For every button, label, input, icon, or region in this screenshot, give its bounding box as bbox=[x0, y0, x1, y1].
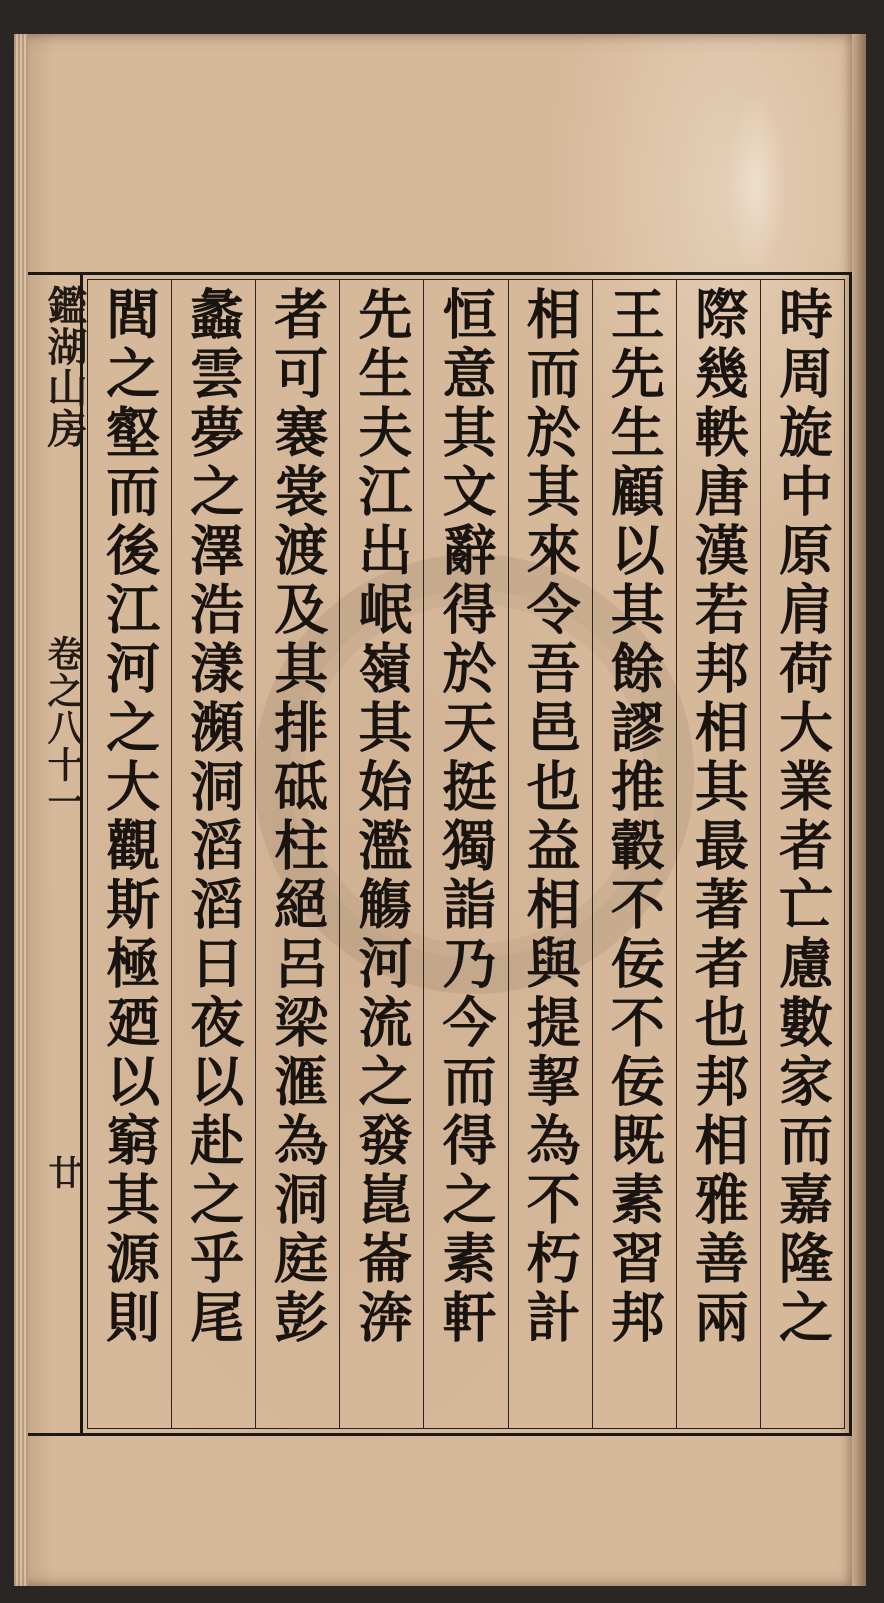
margin-title: 鑑湖山房 bbox=[41, 285, 88, 449]
column-text: 際幾軼唐漢若邦相其最著者也邦相雅善兩 bbox=[686, 286, 751, 1348]
column-text: 蠡雲夢之澤浩漾瀕洞滔滔日夜以赴之乎尾 bbox=[181, 286, 246, 1348]
column-text: 時周旋中原肩荷大業者亡慮數家而嘉隆之 bbox=[770, 286, 835, 1348]
column-text: 閭之壑而後江河之大觀斯極廼以窮其源則 bbox=[97, 286, 162, 1348]
column-text: 恒意其文辭得於天挺獨詣乃今而得之素軒 bbox=[434, 286, 498, 1348]
text-column bbox=[592, 280, 676, 1428]
book-page bbox=[14, 34, 856, 1586]
text-column bbox=[676, 280, 760, 1428]
text-column bbox=[255, 280, 339, 1428]
text-column bbox=[423, 280, 507, 1428]
column-text: 先生夫江出岷嶺其始濫觴河流之發崑崙渀 bbox=[349, 286, 414, 1348]
text-frame bbox=[80, 272, 852, 1436]
text-column bbox=[760, 280, 844, 1428]
block-heart-margin bbox=[28, 272, 88, 1436]
book-edge bbox=[852, 34, 866, 1586]
column-text: 者可褰裳渡及其排砥柱絕呂梁滙為洞庭彭 bbox=[265, 286, 330, 1348]
text-column bbox=[508, 280, 592, 1428]
paper-stain bbox=[726, 94, 786, 274]
column-text: 王先生顧以其餘謬推轂不佞不佞既素習邦 bbox=[602, 286, 667, 1348]
text-column bbox=[88, 280, 171, 1428]
text-column bbox=[339, 280, 423, 1428]
margin-volume: 卷之八十一 bbox=[42, 635, 84, 820]
text-columns bbox=[88, 280, 844, 1428]
page-edges bbox=[14, 34, 28, 1586]
margin-page-number: 廿 bbox=[42, 1155, 82, 1189]
column-text: 相而於其來令吾邑也益相與提挈為不朽計 bbox=[518, 286, 583, 1348]
text-column bbox=[171, 280, 255, 1428]
